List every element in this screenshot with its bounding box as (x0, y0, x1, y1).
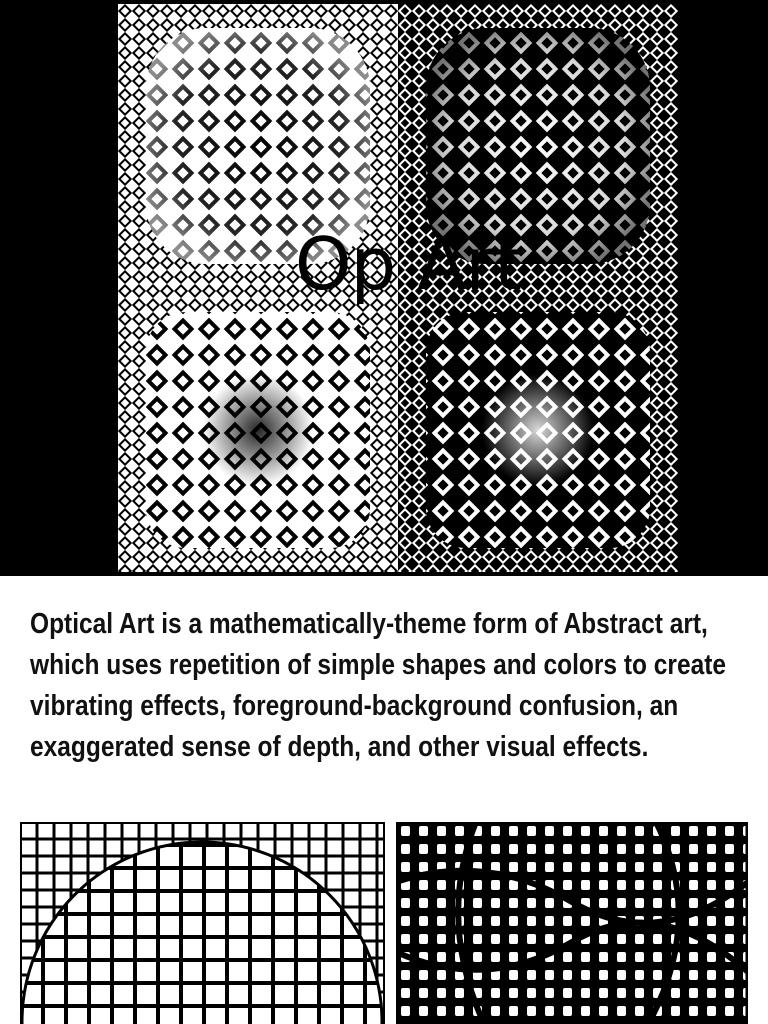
grid-sphere-image (20, 822, 385, 1024)
description-text: Optical Art is a mathematically-theme form of Abstract art, which uses repetition of simple shapes and colors to create vibrating effects, foreground-background confusion, an exaggerated sense of depth, and other visual effects. (30, 608, 727, 763)
hero-title: Op Art (294, 222, 522, 306)
warped-grid-image (396, 822, 748, 1024)
